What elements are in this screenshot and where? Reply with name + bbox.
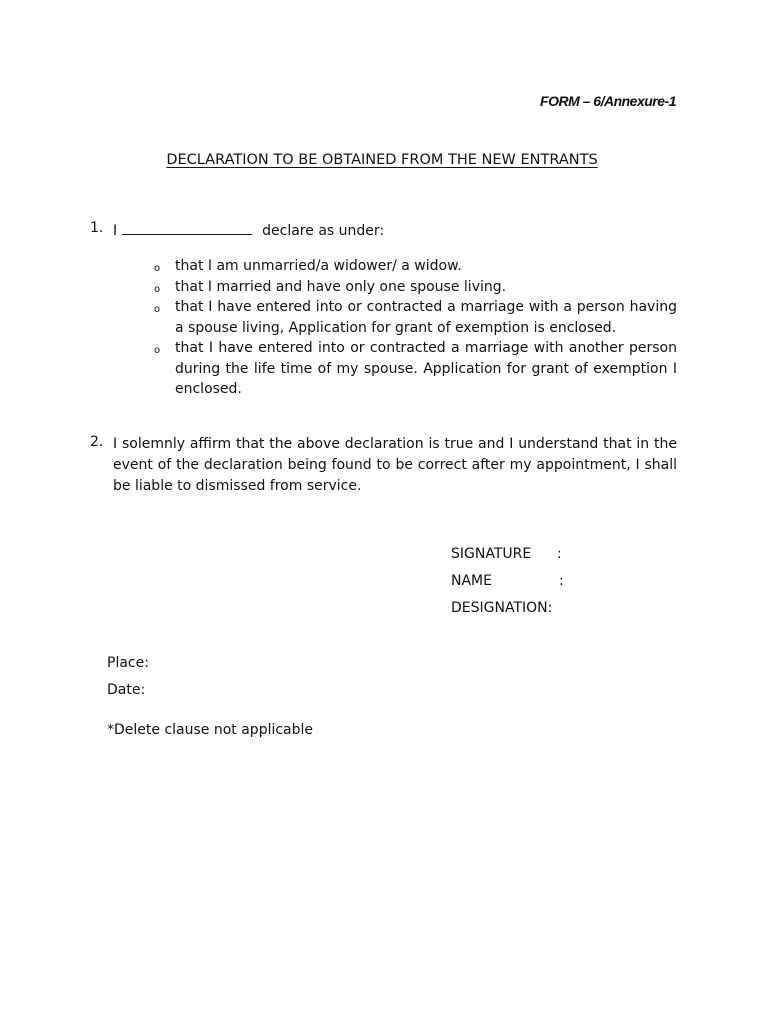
place-label: Place: — [107, 655, 149, 671]
date-label: Date: — [107, 682, 146, 698]
signature-label: SIGNATURE — [451, 546, 532, 562]
list-item — [150, 297, 677, 338]
option-text: that I have entered into or contracted a marriage with a person having a spouse living, Application for grant of exemption is enclosed. — [175, 299, 677, 336]
clause-2-number: 2. — [90, 434, 104, 450]
name-blank-line[interactable] — [122, 220, 252, 235]
name-label: NAME — [451, 573, 492, 589]
option-text: that I am unmarried/a widower/ a widow. — [175, 258, 462, 274]
marital-status-options — [150, 256, 677, 400]
name-colon: : — [559, 573, 564, 589]
list-item — [150, 338, 677, 400]
hollow-bullet-icon: o — [154, 345, 161, 356]
hollow-bullet-icon: o — [154, 304, 161, 315]
clause-1-declaration-line — [113, 220, 384, 239]
designation-field — [451, 600, 552, 616]
hollow-bullet-icon: o — [154, 263, 161, 274]
signature-field — [451, 546, 562, 562]
option-text: that I married and have only one spouse living. — [175, 278, 507, 295]
designation-label: DESIGNATION: — [451, 600, 553, 616]
option-text: that I have entered into or contracted a marriage with another person during the life time of my spouse. Application for grant of exemption I enclosed. — [175, 340, 677, 397]
page-title-text: DECLARATION TO BE OBTAINED FROM THE NEW ENTRANTS — [166, 152, 598, 168]
form-number-label: FORM – 6/Annexure-1 — [540, 93, 676, 109]
name-field — [451, 573, 564, 589]
clause-1-number: 1. — [90, 220, 104, 236]
delete-clause-note: *Delete clause not applicable — [107, 722, 314, 738]
page-title — [0, 152, 768, 168]
hollow-bullet-icon: o — [154, 283, 161, 295]
signature-colon: : — [557, 546, 562, 562]
clause-2-text: I solemnly affirm that the above declaration is true and I understand that in the event of the declaration being found to be correct after my appointment, I shall be liable to dismissed from service. — [113, 436, 677, 494]
list-item — [150, 256, 677, 277]
clause-1-prefix: I — [113, 223, 118, 239]
list-item — [150, 277, 677, 298]
clause-1-suffix: declare as under: — [262, 223, 385, 239]
